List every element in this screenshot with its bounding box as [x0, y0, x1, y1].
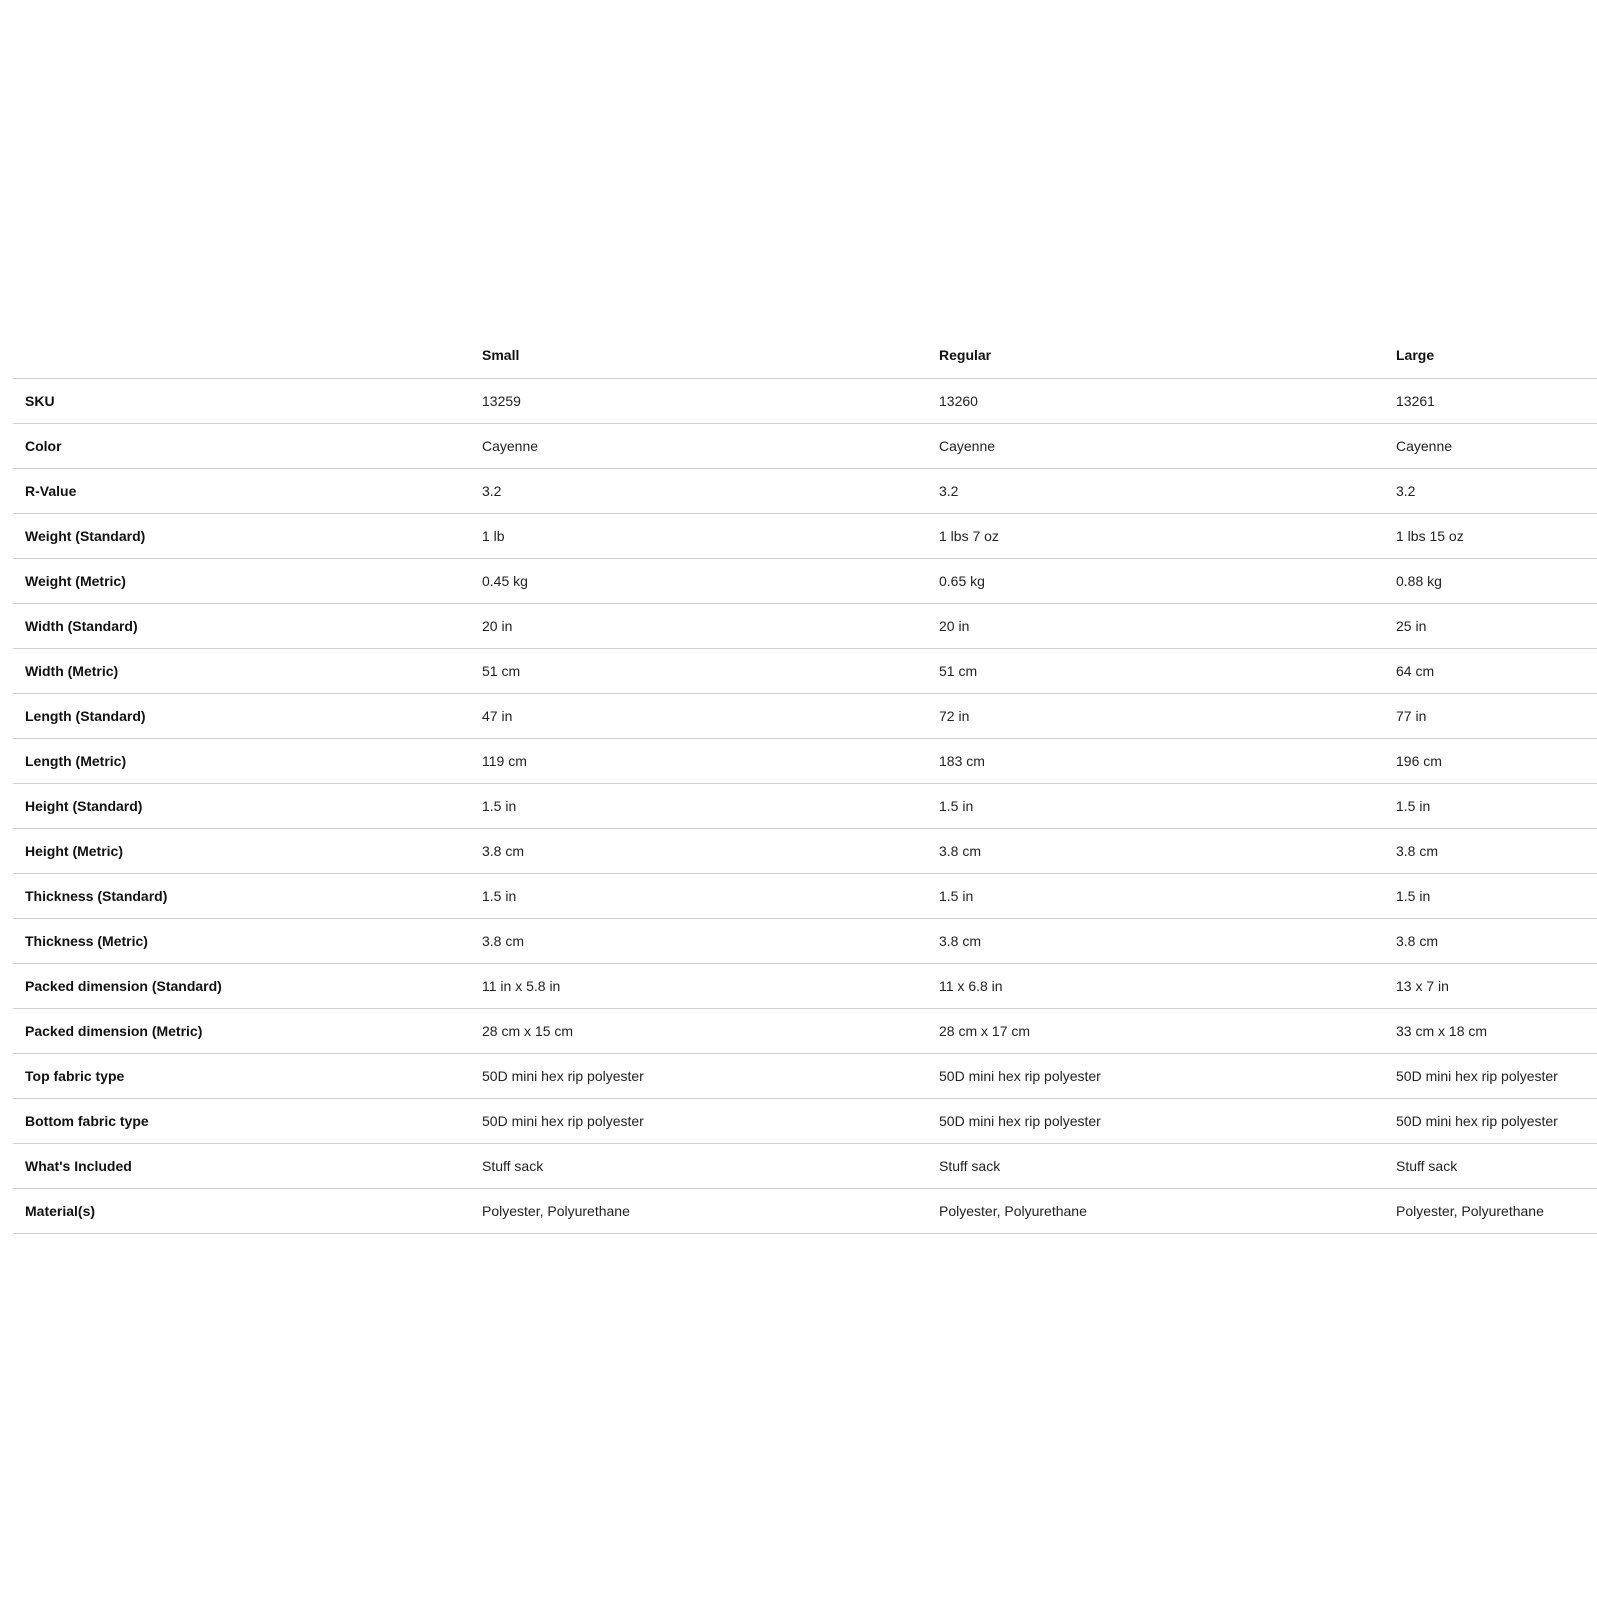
cell-large: 1.5 in: [1384, 873, 1597, 918]
cell-small: 119 cm: [470, 738, 927, 783]
cell-large: 196 cm: [1384, 738, 1597, 783]
cell-regular: 183 cm: [927, 738, 1384, 783]
table-row: [13, 648, 1597, 693]
row-label: Packed dimension (Standard): [13, 963, 470, 1008]
table-row: [13, 828, 1597, 873]
cell-regular: Cayenne: [927, 423, 1384, 468]
table-row: [13, 1098, 1597, 1143]
cell-regular: 1.5 in: [927, 783, 1384, 828]
row-label: Height (Metric): [13, 828, 470, 873]
cell-small: Cayenne: [470, 423, 927, 468]
cell-regular: 0.65 kg: [927, 558, 1384, 603]
header-small: Small: [470, 333, 927, 378]
cell-regular: Polyester, Polyurethane: [927, 1188, 1384, 1233]
cell-small: 3.2: [470, 468, 927, 513]
table-row: [13, 468, 1597, 513]
cell-regular: 3.8 cm: [927, 918, 1384, 963]
table-row: [13, 693, 1597, 738]
cell-regular: 50D mini hex rip polyester: [927, 1053, 1384, 1098]
row-label: Thickness (Metric): [13, 918, 470, 963]
cell-large: 13 x 7 in: [1384, 963, 1597, 1008]
table-row: [13, 603, 1597, 648]
cell-small: 51 cm: [470, 648, 927, 693]
cell-regular: 1.5 in: [927, 873, 1384, 918]
cell-regular: 20 in: [927, 603, 1384, 648]
row-label: What's Included: [13, 1143, 470, 1188]
cell-regular: 28 cm x 17 cm: [927, 1008, 1384, 1053]
cell-large: 3.8 cm: [1384, 828, 1597, 873]
cell-large: 3.8 cm: [1384, 918, 1597, 963]
cell-small: 47 in: [470, 693, 927, 738]
spec-table-header: [13, 333, 1597, 378]
cell-small: 0.45 kg: [470, 558, 927, 603]
cell-regular: Stuff sack: [927, 1143, 1384, 1188]
cell-small: 1.5 in: [470, 873, 927, 918]
cell-large: 33 cm x 18 cm: [1384, 1008, 1597, 1053]
header-large: Large: [1384, 333, 1597, 378]
header-regular: Regular: [927, 333, 1384, 378]
cell-regular: 50D mini hex rip polyester: [927, 1098, 1384, 1143]
row-label: Packed dimension (Metric): [13, 1008, 470, 1053]
cell-small: 3.8 cm: [470, 918, 927, 963]
row-label: Length (Standard): [13, 693, 470, 738]
table-row: [13, 378, 1597, 423]
cell-large: 77 in: [1384, 693, 1597, 738]
table-row: [13, 1188, 1597, 1233]
cell-small: Stuff sack: [470, 1143, 927, 1188]
row-label: Height (Standard): [13, 783, 470, 828]
cell-large: Stuff sack: [1384, 1143, 1597, 1188]
cell-regular: 1 lbs 7 oz: [927, 513, 1384, 558]
cell-small: 20 in: [470, 603, 927, 648]
table-row: [13, 1008, 1597, 1053]
row-label: Width (Standard): [13, 603, 470, 648]
row-label: SKU: [13, 378, 470, 423]
cell-large: 1 lbs 15 oz: [1384, 513, 1597, 558]
row-label: Weight (Metric): [13, 558, 470, 603]
table-row: [13, 1053, 1597, 1098]
row-label: Material(s): [13, 1188, 470, 1233]
cell-small: 13259: [470, 378, 927, 423]
header-empty: [13, 333, 470, 378]
table-row: [13, 963, 1597, 1008]
table-row: [13, 423, 1597, 468]
row-label: R-Value: [13, 468, 470, 513]
cell-regular: 72 in: [927, 693, 1384, 738]
table-row: [13, 873, 1597, 918]
cell-large: 25 in: [1384, 603, 1597, 648]
row-label: Width (Metric): [13, 648, 470, 693]
cell-large: Cayenne: [1384, 423, 1597, 468]
table-row: [13, 918, 1597, 963]
spec-table-body: [13, 378, 1597, 1233]
row-label: Length (Metric): [13, 738, 470, 783]
cell-large: 50D mini hex rip polyester: [1384, 1098, 1597, 1143]
cell-large: 3.2: [1384, 468, 1597, 513]
spec-table: [13, 333, 1597, 1234]
cell-large: 50D mini hex rip polyester: [1384, 1053, 1597, 1098]
cell-small: 50D mini hex rip polyester: [470, 1053, 927, 1098]
table-row: [13, 783, 1597, 828]
row-label: Top fabric type: [13, 1053, 470, 1098]
row-label: Bottom fabric type: [13, 1098, 470, 1143]
cell-regular: 3.8 cm: [927, 828, 1384, 873]
cell-large: Polyester, Polyurethane: [1384, 1188, 1597, 1233]
cell-large: 0.88 kg: [1384, 558, 1597, 603]
cell-small: 3.8 cm: [470, 828, 927, 873]
row-label: Color: [13, 423, 470, 468]
cell-regular: 51 cm: [927, 648, 1384, 693]
cell-small: 28 cm x 15 cm: [470, 1008, 927, 1053]
cell-large: 13261: [1384, 378, 1597, 423]
cell-regular: 11 x 6.8 in: [927, 963, 1384, 1008]
cell-large: 64 cm: [1384, 648, 1597, 693]
cell-small: 1 lb: [470, 513, 927, 558]
table-row: [13, 738, 1597, 783]
table-row: [13, 513, 1597, 558]
cell-small: 1.5 in: [470, 783, 927, 828]
cell-small: 11 in x 5.8 in: [470, 963, 927, 1008]
row-label: Thickness (Standard): [13, 873, 470, 918]
table-row: [13, 558, 1597, 603]
cell-small: 50D mini hex rip polyester: [470, 1098, 927, 1143]
cell-large: 1.5 in: [1384, 783, 1597, 828]
cell-regular: 13260: [927, 378, 1384, 423]
cell-regular: 3.2: [927, 468, 1384, 513]
row-label: Weight (Standard): [13, 513, 470, 558]
header-row: [13, 333, 1597, 378]
table-row: [13, 1143, 1597, 1188]
cell-small: Polyester, Polyurethane: [470, 1188, 927, 1233]
